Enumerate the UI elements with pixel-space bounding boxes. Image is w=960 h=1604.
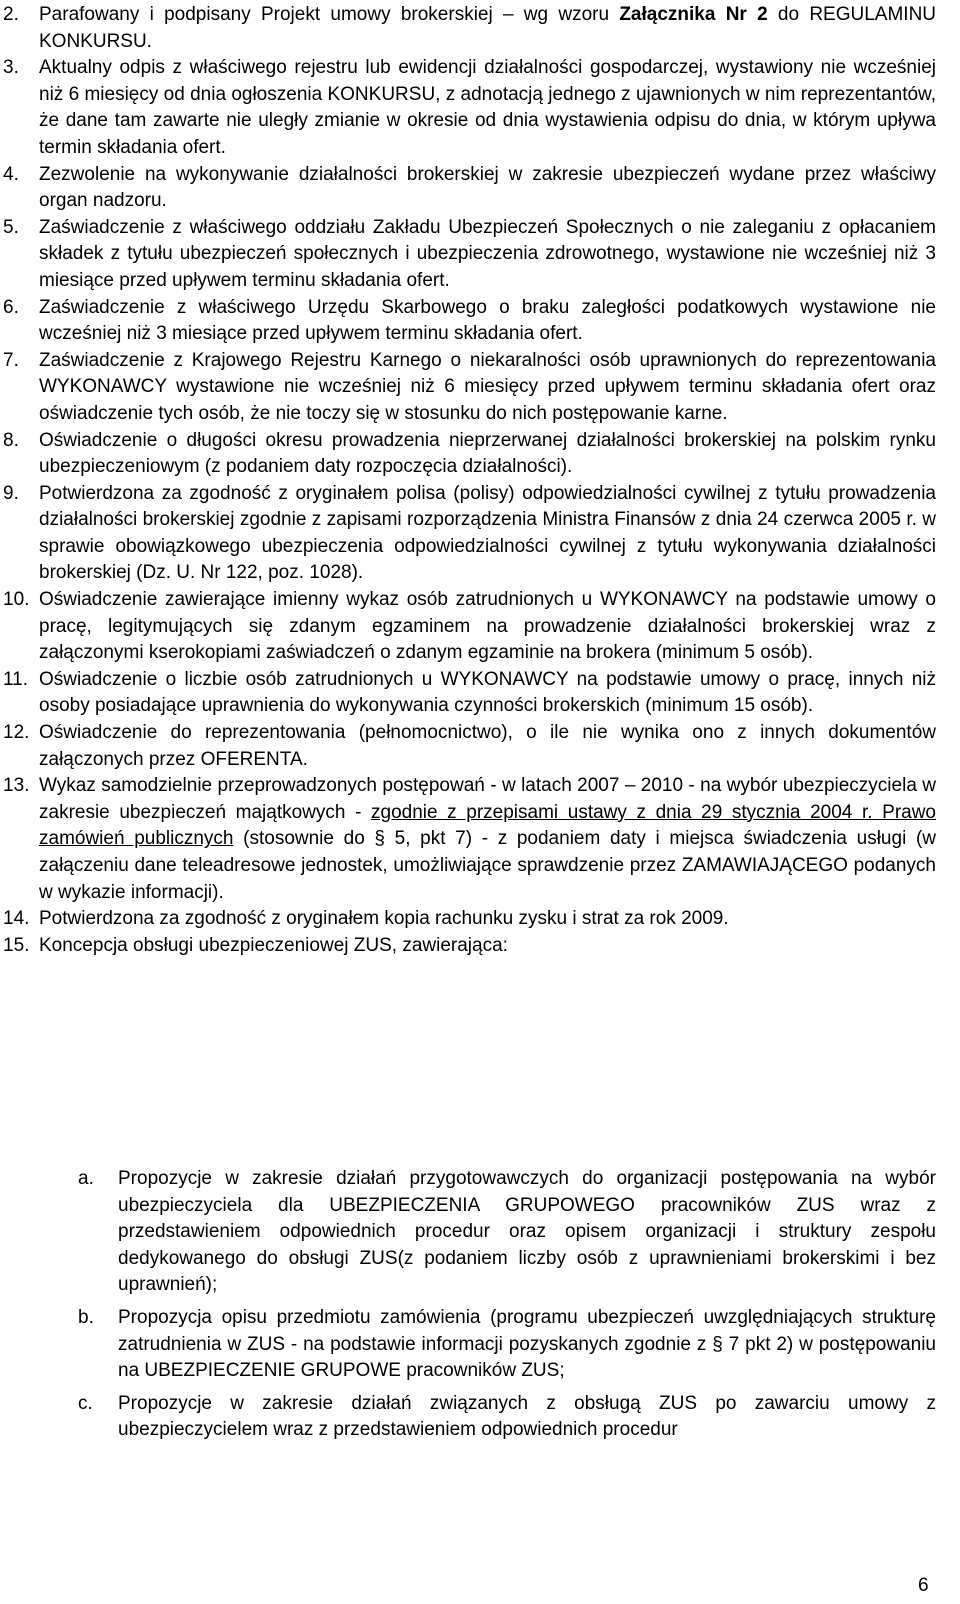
- item-number: 6.: [3, 296, 19, 318]
- item-text: Zaświadczenie z właściwego oddziału Zakładu Ubezpieczeń Społecznych o nie zaleganiu z opłacaniem składek z tytułu ubezpieczeń społecznych i ubezpieczenia zdrowotnego, wystawione nie wcześniej niż 3 miesiące przed upływem terminu składania ofert.: [39, 216, 936, 291]
- item-text: Oświadczenie o liczbie osób zatrudnionych u WYKONAWCY na podstawie umowy o pracę, innych niż osoby posiadające uprawnienia do wykonywania czynności brokerskich (minimum 15 osób).: [39, 668, 936, 717]
- list-item: [0, 481, 960, 587]
- item-number: 10.: [3, 589, 30, 611]
- list-item: [0, 428, 960, 481]
- list-item: [0, 667, 960, 720]
- list-item: [0, 2, 960, 55]
- list-item: [0, 587, 960, 667]
- item-number: 5.: [3, 216, 19, 238]
- item-text: Koncepcja obsługi ubezpieczeniowej ZUS, zawierająca:: [39, 934, 508, 956]
- list-item: [0, 162, 960, 215]
- item-number: 3.: [3, 57, 19, 79]
- item-text: Oświadczenie do reprezentowania (pełnomocnictwo), o ile nie wynika ono z innych dokumentów załączonych przez OFERENTA.: [39, 722, 936, 770]
- item-text: Oświadczenie zawierające imienny wykaz osób zatrudnionych u WYKONAWCY na podstawie umowy o pracę, legitymujących się zdanym egzaminem na prowadzenie działalności brokerskiej wraz z załączonymi kserokopiami zaświadczeń o zdanym egzaminie na brokera (minimum 5 osób).: [39, 589, 936, 664]
- sublist-item: [0, 1391, 960, 1444]
- list-item: [0, 55, 960, 161]
- item-number: 13.: [3, 775, 30, 797]
- requirements-list: [0, 2, 960, 959]
- subitem-text: Propozycja opisu przedmiotu zamówienia (programu ubezpieczeń uwzględniających strukturę zatrudnienia w ZUS - na podstawie informacji pozyskanych zgodnie z § 7 pkt 2) w postępowaniu na UBEZPIECZENIE GRUPOWE pracowników ZUS;: [118, 1306, 936, 1382]
- item-text: Aktualny odpis z właściwego rejestru lub ewidencji działalności gospodarczej, wystawiony nie wcześniej niż 6 miesięcy od dnia ogłoszenia KONKURSU, z adnotacją jednego z ujawnionych w nim reprezentantów, że dane tam zawarte nie uległy zmianie w okresie od dnia wystawienia odpisu do dnia, w którym upływa termin składania ofert.: [39, 57, 936, 158]
- list-item: [0, 348, 960, 428]
- item-number: 11.: [3, 668, 29, 690]
- subitem-letter: b.: [78, 1306, 94, 1328]
- subitem-text: Propozycje w zakresie działań przygotowawczych do organizacji postępowania na wybór ubezpieczyciela dla UBEZPIECZENIA GRUPOWEGO pracowników ZUS wraz z przedstawieniem odpowiednich procedur oraz opisem organizacji i struktury zespołu dedykowanego do obsługi ZUS(z podaniem liczby osób z uprawnieniami brokerskimi i bez uprawnień);: [118, 1168, 936, 1296]
- item-text: Zezwolenie na wykonywanie działalności brokerskiej w zakresie ubezpieczeń wydane przez właściwy organ nadzoru.: [39, 163, 936, 212]
- sublist-item: [0, 1305, 960, 1385]
- subitem-text: Propozycje w zakresie działań związanych z obsługą ZUS po zawarciu umowy z ubezpieczycielem wraz z przedstawieniem odpowiednich procedur: [118, 1392, 936, 1441]
- list-item: [0, 906, 960, 933]
- item-number: 4.: [3, 163, 19, 185]
- item-text: Parafowany i podpisany Projekt umowy brokerskiej – wg wzoru Załącznika Nr 2 do REGULAMINU KONKURSU.: [39, 4, 937, 52]
- concept-sublist: [0, 1160, 960, 1444]
- list-item: [0, 720, 960, 773]
- list-item: [0, 295, 960, 348]
- item-number: 15.: [3, 934, 30, 956]
- item-number: 7.: [3, 349, 19, 371]
- item-number: 14.: [3, 908, 30, 930]
- list-item: [0, 933, 960, 960]
- subitem-letter: a.: [78, 1168, 94, 1189]
- item-number: 12.: [3, 722, 30, 744]
- underlined-legal-reference: zgodnie z przepisami ustawy z dnia 29 stycznia 2004 r. Prawo zamówień publicznych: [39, 801, 936, 850]
- subitem-letter: c.: [78, 1392, 93, 1414]
- item-number: 2.: [3, 4, 19, 25]
- item-text: Potwierdzona za zgodność z oryginałem polisa (polisy) odpowiedzialności cywilnej z tytułu prowadzenia działalności brokerskiej zgodnie z zapisami rozporządzenia Ministra Finansów z dnia 24 czerwca 2005 r. w sprawie obowiązkowego ubezpieczenia odpowiedzialności cywilnej z tytułu wykonywania działalności brokerskiej (Dz. U. Nr 122, poz. 1028).: [39, 482, 936, 584]
- sublist-item: [0, 1166, 960, 1299]
- item-text: Potwierdzona za zgodność z oryginałem kopia rachunku zysku i strat za rok 2009.: [39, 908, 729, 930]
- item-text: Zaświadczenie z Krajowego Rejestru Karnego o niekaralności osób uprawnionych do reprezentowania WYKONAWCY wystawione nie wcześniej niż 6 miesięcy przed upływem terminu składania ofert oraz oświadczenie tych osób, że nie toczy się w stosunku do nich postępowanie karne.: [39, 349, 936, 424]
- item-text: Wykaz samodzielnie przeprowadzonych postępowań - w latach 2007 – 2010 - na wybór ubezpieczyciela w zakresie ubezpieczeń majątkowych - zgodnie z przepisami ustawy z dnia 29 stycznia 2004 r. Prawo zamówień publicznych (stosownie do § 5, pkt 7) - z podaniem daty i miejsca świadczenia usługi (w załączeniu dane teleadresowe jednostek, umożliwiające sprawdzenie przez ZAMAWIAJĄCEGO podanych w wykazie informacji).: [39, 775, 936, 903]
- page-number: 6: [918, 1575, 929, 1596]
- list-item: [0, 215, 960, 295]
- list-item: [0, 773, 960, 906]
- item-number: 8.: [3, 429, 19, 451]
- item-text: Oświadczenie o długości okresu prowadzenia nieprzerwanej działalności brokerskiej na polskim rynku ubezpieczeniowym (z podaniem daty rozpoczęcia działalności).: [39, 429, 936, 478]
- item-text: Zaświadczenie z właściwego Urzędu Skarbowego o braku zaległości podatkowych wystawione nie wcześniej niż 3 miesiące przed upływem terminu składania ofert.: [39, 296, 936, 345]
- item-number: 9.: [3, 482, 19, 504]
